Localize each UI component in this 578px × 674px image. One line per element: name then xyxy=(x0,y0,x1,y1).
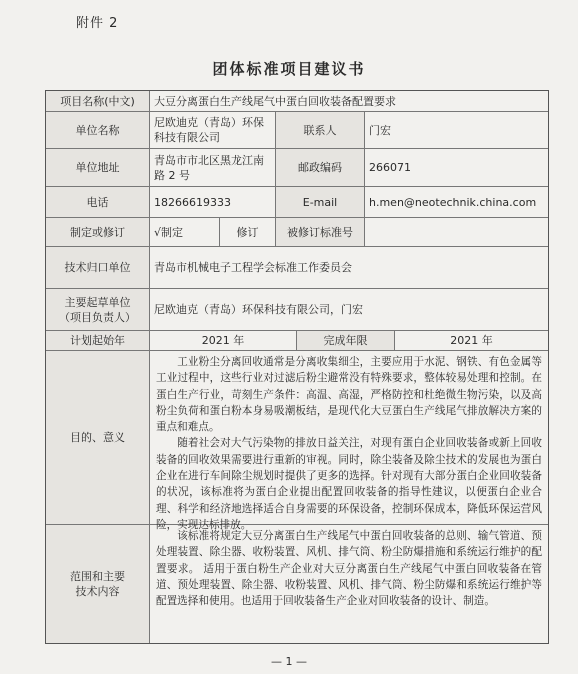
purpose-paragraph-1: 工业粉尘分离回收通常是分离收集细尘，主要应用于水泥、钢铁、有色金属等工业过程中，这些行业对过滤后粉尘避常没有特殊要求，整体较易处理和控制。在蛋白生产行业，苛刻生产条件：高温、高湿，严格防控和杜绝微生物污染，以及高粉尘负荷和蛋白粉本身易吸潮板结，是现代化大豆蛋白生产线尾气排放解决方案的重点和难点。 xyxy=(156,356,542,434)
type-revise-option: 修订 xyxy=(220,218,276,247)
purpose-cell xyxy=(150,351,548,531)
scope-cell xyxy=(150,525,548,643)
drafter-label-line1: 主要起草单位 xyxy=(64,295,131,309)
purpose-text xyxy=(156,354,542,533)
tech-unit-label: 技术归口单位 xyxy=(46,247,150,289)
address-value: 青岛市市北区黑龙江南路 2 号 xyxy=(150,149,276,187)
document-title: 团体标准项目建议书 xyxy=(212,60,366,78)
drafter-label-line2: （项目负责人） xyxy=(59,310,136,324)
contact-label: 联系人 xyxy=(276,112,365,149)
phone-value: 18266619333 xyxy=(150,187,276,218)
project-name-value: 大豆分离蛋白生产线尾气中蛋白回收装备配置要求 xyxy=(150,91,548,112)
phone-label: 电话 xyxy=(46,187,150,218)
postcode-label: 邮政编码 xyxy=(276,149,365,187)
scope-paragraph-1: 该标准将规定大豆分离蛋白生产线尾气中蛋白回收装备的总则、输气管道、预处理装置、除尘器、收粉装置、风机、排气筒、粉尘防爆措施和系统运行维护的配置要求。 适用于蛋白粉生产企业对大豆分离蛋白生产线尾气中蛋白回收装备在管道、预处理装置、除尘器、收粉装置、风机、排气筒、粉尘防爆和系统运行维护等配置选择和使用。也适用于回收装备生产企业对回收装备的设计、制造。 xyxy=(156,530,542,608)
address-label: 单位地址 xyxy=(46,149,150,187)
drafter-value: 尼欧迪克（青岛）环保科技有限公司，门宏 xyxy=(150,289,548,331)
drafter-label xyxy=(46,289,150,331)
scope-label xyxy=(46,525,150,643)
postcode-value: 266071 xyxy=(365,149,548,187)
purpose-paragraph-2: 随着社会对大气污染物的排放日益关注，对现有蛋白企业回收装备或新上回收装备的回收效果需要进行重新的审视。同时，除尘装备及除尘技术的发展也为蛋白企业在进行车间除尘规划时提供了更多的选择。针对现有大部分蛋白企业回收装备的状况，该标准将为蛋白企业提出配置回收装备的指导性建议，以便蛋白企业合理、科学和经济地选择适合自身需要的环保设备，控制环保成本，降低环保运营风险，实现达标排放。 xyxy=(156,437,542,531)
end-year-value: 2021 年 xyxy=(395,331,548,351)
end-year-label: 完成年限 xyxy=(297,331,395,351)
tech-unit-value: 青岛市机械电子工程学会标准工作委员会 xyxy=(150,247,548,289)
type-label: 制定或修订 xyxy=(46,218,150,247)
unit-name-label: 单位名称 xyxy=(46,112,150,149)
type-establish-option: √制定 xyxy=(150,218,220,247)
revised-standard-label: 被修订标准号 xyxy=(276,218,365,247)
unit-name-value: 尼欧迪克（青岛）环保科技有限公司 xyxy=(150,112,276,149)
scope-label-line1: 范围和主要 xyxy=(70,570,125,583)
start-year-label: 计划起始年 xyxy=(46,331,150,351)
start-year-value: 2021 年 xyxy=(150,331,297,351)
purpose-label: 目的、意义 xyxy=(46,351,150,525)
attachment-label: 附件 2 xyxy=(76,16,119,31)
page-number: — 1 — xyxy=(271,655,307,668)
proposal-form xyxy=(45,90,549,644)
email-label: E-mail xyxy=(276,187,365,218)
revised-standard-value xyxy=(365,218,548,247)
project-name-label: 项目名称(中文) xyxy=(46,91,150,112)
email-value: h.men@neotechnik.china.com xyxy=(365,187,548,218)
scope-label-line2: 技术内容 xyxy=(75,585,120,598)
contact-value: 门宏 xyxy=(365,112,548,149)
scope-text xyxy=(156,528,542,609)
